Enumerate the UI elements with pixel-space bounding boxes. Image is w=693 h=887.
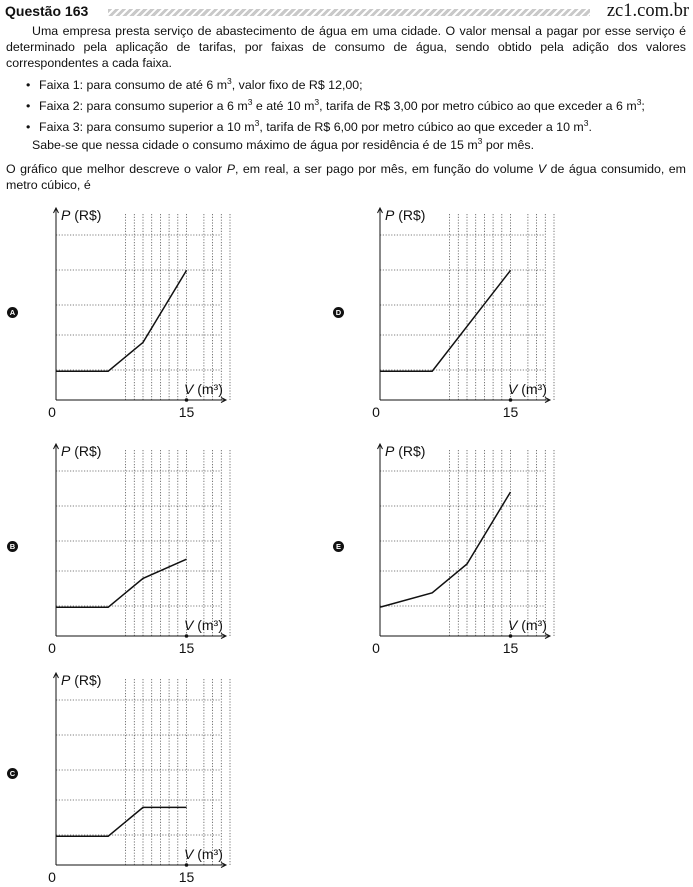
tick-label-origin: 0 (372, 640, 380, 656)
y-axis-label: P (R$) (61, 207, 102, 223)
grid (380, 450, 554, 636)
tick-label-origin: 0 (48, 640, 56, 656)
graph-option-e (368, 436, 568, 666)
y-axis-label: P (R$) (61, 672, 102, 688)
x-axis-label: V (m³) (184, 846, 223, 862)
header-stripe (108, 9, 590, 16)
chart-svg (368, 200, 568, 430)
x-axis-label: V (m³) (508, 381, 547, 397)
chart-svg (368, 436, 568, 666)
x-axis-label: V (m³) (184, 617, 223, 633)
y-axis-label: P (R$) (61, 443, 102, 459)
tick-label-15: 15 (178, 404, 195, 420)
grid (56, 450, 230, 636)
question-title: Questão 163 (5, 3, 89, 19)
option-e-badge[interactable]: E (333, 541, 344, 552)
site-watermark: zc1.com.br (606, 1, 689, 21)
tick-mark-15 (509, 398, 513, 402)
grid (56, 679, 230, 865)
faixa-item: • Faixa 1: para consumo de até 6 $m^3$, valor fixo de R$ 12,00; (26, 75, 690, 96)
tick-label-15: 15 (178, 869, 195, 885)
option-c-badge[interactable]: C (7, 768, 18, 779)
tick-mark-15 (185, 398, 189, 402)
tick-mark-15 (185, 863, 189, 867)
y-axis-label: P (R$) (385, 207, 426, 223)
graph-option-d (368, 200, 568, 430)
faixas-list (26, 75, 690, 138)
grid (380, 214, 554, 400)
series-line (56, 270, 187, 371)
tick-label-origin: 0 (372, 404, 380, 420)
x-axis-label: V (m³) (508, 617, 547, 633)
option-a-badge[interactable]: A (7, 307, 18, 318)
question-header (5, 3, 689, 21)
tick-mark-15 (509, 634, 513, 638)
max-consumption-note: Sabe-se que nessa cidade o consumo máximo de água por residência é de 15 $m^3$ por mês. (32, 136, 535, 152)
grid (56, 214, 230, 400)
option-d-badge[interactable]: D (333, 307, 344, 318)
x-axis-label: V (m³) (184, 381, 223, 397)
tick-label-15: 15 (502, 640, 519, 656)
y-axis-label: P (R$) (385, 443, 426, 459)
tick-label-origin: 0 (48, 869, 56, 885)
chart-svg (44, 436, 244, 666)
tick-label-15: 15 (502, 404, 519, 420)
graph-option-a (44, 200, 244, 430)
series-line (56, 807, 187, 836)
tick-mark-15 (185, 634, 189, 638)
intro-paragraph: Uma empresa presta serviço de abastecimento de água em uma cidade. O valor mensal a pagar por esse serviço é determinado pela aplicação de tarifas, por faixas de consumo de água, sendo obtido pela adição dos valores correspondentes a cada faixa. (6, 24, 686, 70)
option-b-badge[interactable]: B (7, 541, 18, 552)
chart-svg (44, 665, 244, 887)
graph-option-b (44, 436, 244, 666)
graph-option-c (44, 665, 244, 887)
tick-label-origin: 0 (48, 404, 56, 420)
faixa-item: • Faixa 2: para consumo superior a 6 $m^3$ e até 10 $m^3$, tarifa de R$ 3,00 por metro cúbico ao que exceder a 6 $m^3$; (26, 96, 690, 117)
series-line (56, 559, 187, 607)
question-text: O gráfico que melhor descreve o valor P, em real, a ser pago por mês, em função do volume V de água consumido, em metro cúbico, é (6, 162, 686, 192)
tick-label-15: 15 (178, 640, 195, 656)
series-line (380, 270, 511, 371)
faixa-item: • Faixa 3: para consumo superior a 10 $m^3$, tarifa de R$ 6,00 por metro cúbico ao que exceder a 10 $m^3$. (26, 117, 690, 138)
chart-svg (44, 200, 244, 430)
series-line (380, 492, 511, 607)
